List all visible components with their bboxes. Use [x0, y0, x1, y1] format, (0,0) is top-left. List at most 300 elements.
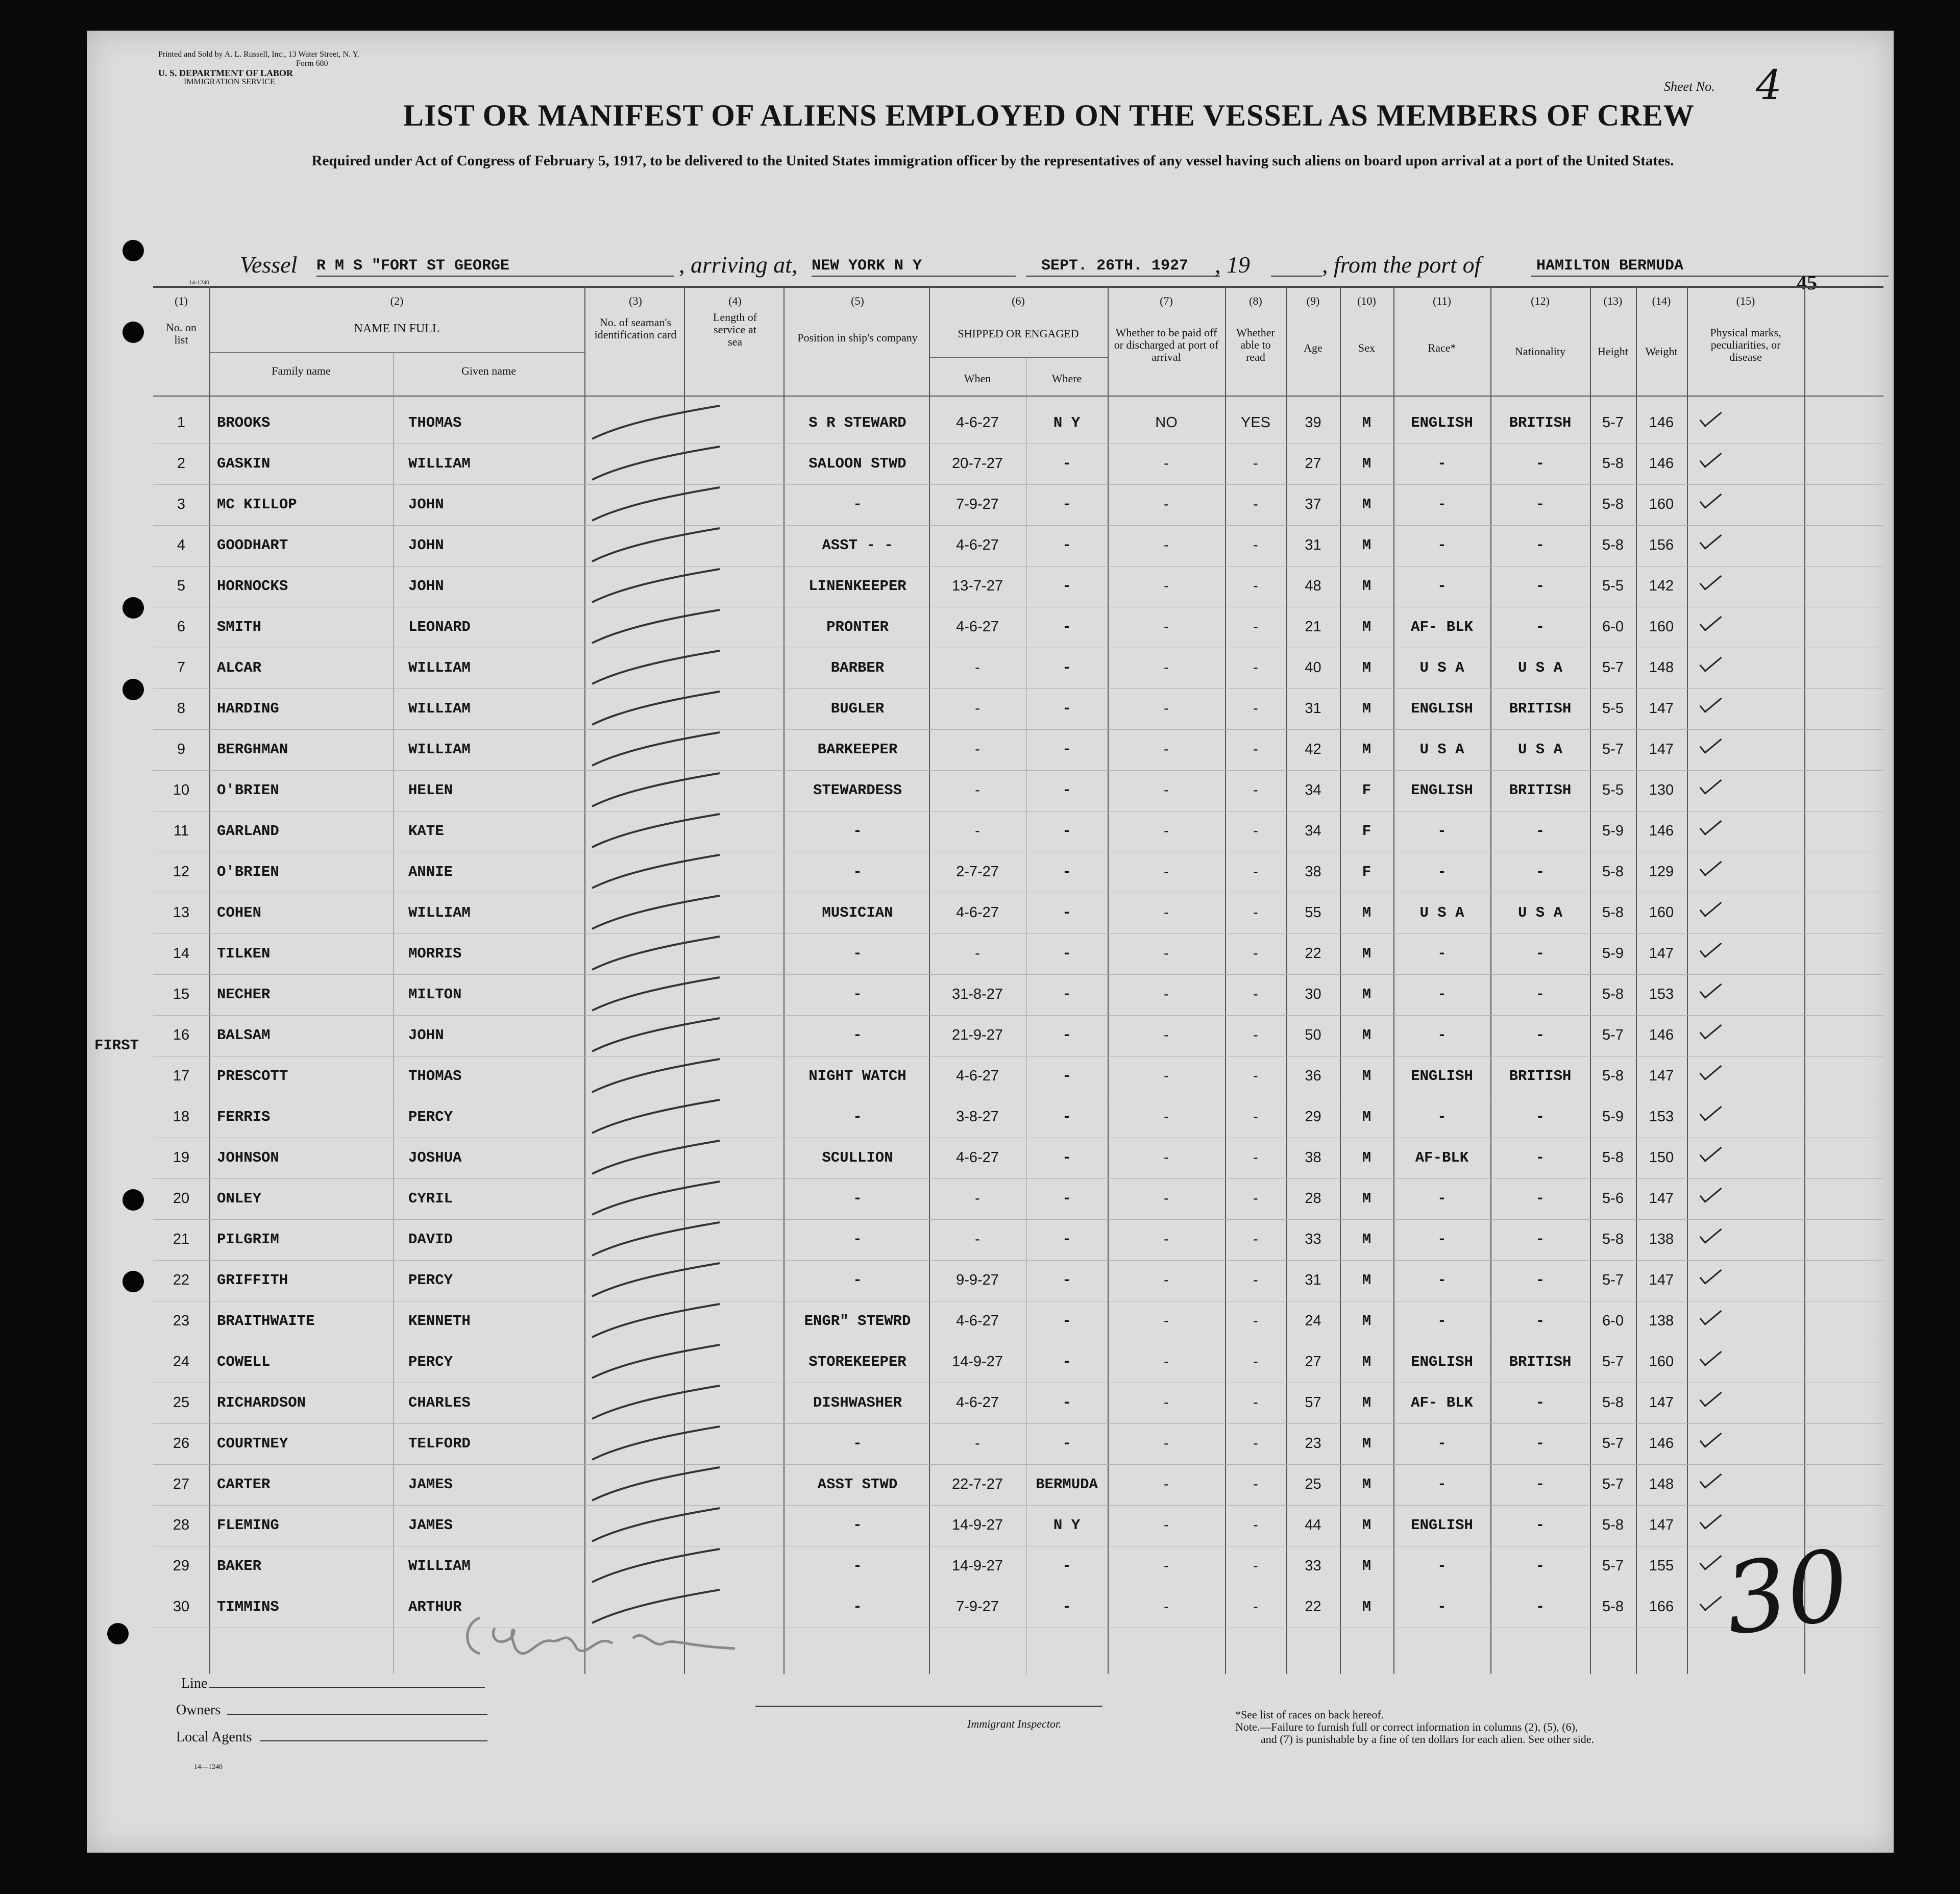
check-mark-icon [1700, 1345, 1722, 1366]
cell-family: CARTER [217, 1476, 271, 1493]
cell-race: - [1437, 1190, 1447, 1207]
cell-no: 14 [173, 945, 190, 962]
col-10-number: (10) [1357, 294, 1376, 307]
cell-height: 6-0 [1602, 619, 1624, 635]
from-port: HAMILTON BERMUDA [1536, 257, 1684, 275]
cell-paid: - [1164, 1149, 1169, 1166]
cell-nationality: - [1535, 823, 1545, 840]
cell-family: GRIFFITH [217, 1272, 288, 1289]
cell-given: ARTHUR [408, 1598, 462, 1615]
cell-age: 38 [1305, 1149, 1321, 1166]
cell-race: - [1437, 1476, 1447, 1493]
col-header-sex: Sex [1358, 341, 1375, 354]
ditto-stroke [587, 567, 740, 607]
cell-family: NECHER [217, 986, 271, 1003]
vessel-name: R M S "FORT ST GEORGE [316, 257, 510, 275]
cell-when: 13-7-27 [952, 578, 1003, 594]
cell-sex: M [1362, 700, 1371, 717]
cell-race: AF- BLK [1411, 619, 1473, 635]
cell-weight: 160 [1649, 496, 1674, 512]
cell-weight: 146 [1649, 1435, 1674, 1452]
cell-family: ALCAR [217, 659, 262, 676]
cell-read: - [1253, 741, 1258, 757]
cell-weight: 150 [1649, 1149, 1674, 1166]
cell-age: 34 [1305, 823, 1321, 839]
cell-given: CYRIL [408, 1190, 453, 1207]
cell-given: TELFORD [408, 1435, 471, 1452]
cell-sex: M [1362, 1068, 1371, 1085]
col-7-number: (7) [1160, 294, 1173, 307]
cell-race: U S A [1419, 741, 1464, 758]
cell-given: WILLIAM [408, 904, 471, 921]
cell-position: - [853, 1109, 862, 1125]
cell-family: O'BRIEN [217, 864, 279, 880]
col-12-number: (12) [1531, 294, 1550, 307]
check-mark-icon [1700, 1141, 1722, 1162]
cell-sex: M [1362, 904, 1371, 921]
cell-sex: M [1362, 945, 1371, 962]
cell-given: THOMAS [408, 414, 462, 431]
cell-sex: M [1362, 1109, 1371, 1125]
cell-family: GARLAND [217, 823, 279, 840]
cell-where: - [1062, 1027, 1071, 1044]
cell-family: BAKER [217, 1558, 262, 1575]
footer-form-code: 14—1240 [194, 1763, 223, 1771]
cell-race: - [1437, 1027, 1447, 1044]
cell-age: 31 [1305, 1272, 1321, 1288]
cell-given: ANNIE [408, 864, 453, 880]
cell-family: GOODHART [217, 537, 288, 554]
cell-family: FLEMING [217, 1517, 279, 1534]
cell-read: - [1253, 823, 1258, 839]
cell-no: 21 [173, 1231, 190, 1247]
cell-no: 27 [173, 1476, 190, 1492]
cell-family: RICHARDSON [217, 1394, 306, 1411]
cell-read: - [1253, 1068, 1258, 1084]
cell-when: 2-7-27 [956, 864, 999, 880]
ditto-stroke [587, 1056, 740, 1097]
table-row [153, 1424, 1883, 1465]
check-mark-icon [1700, 406, 1722, 427]
ditto-stroke [587, 403, 740, 444]
cell-nationality: - [1535, 1476, 1545, 1493]
table-row [153, 607, 1883, 648]
ditto-stroke [587, 975, 740, 1016]
cell-read: - [1253, 782, 1258, 798]
cell-race: - [1437, 1231, 1447, 1248]
cell-where: - [1062, 741, 1071, 758]
cell-no: 4 [177, 537, 186, 553]
department: U. S. DEPARTMENT OF LABOR [158, 68, 293, 78]
cell-given: JOHN [408, 537, 444, 554]
cell-when: - [975, 741, 980, 757]
cell-read: - [1253, 1435, 1258, 1452]
table-row [153, 1261, 1883, 1301]
ditto-stroke [587, 893, 740, 934]
cell-no: 24 [173, 1354, 190, 1370]
col-15-number: (15) [1736, 294, 1755, 307]
cell-read: - [1253, 1558, 1258, 1574]
cell-weight: 166 [1649, 1598, 1674, 1615]
cell-where: - [1062, 537, 1071, 554]
inspector-label: Immigrant Inspector. [967, 1717, 1062, 1730]
cell-position: STOREKEEPER [808, 1354, 906, 1370]
cell-position: S R STEWARD [808, 414, 906, 431]
cell-no: 7 [177, 659, 186, 676]
cell-race: ENGLISH [1411, 1354, 1473, 1370]
cell-where: - [1062, 455, 1071, 472]
cell-height: 5-7 [1602, 1435, 1624, 1452]
col-header-physical-marks: Physical marks, peculiarities, or disease [1710, 326, 1781, 363]
cell-no: 13 [173, 904, 190, 921]
cell-paid: - [1164, 1598, 1169, 1615]
cell-given: KATE [408, 823, 444, 840]
table-row [153, 811, 1883, 852]
cell-sex: M [1362, 578, 1371, 595]
cell-family: BROOKS [217, 414, 271, 431]
cell-height: 5-8 [1602, 1517, 1624, 1533]
table-row [153, 1301, 1883, 1342]
cell-paid: - [1164, 1435, 1169, 1452]
cell-age: 40 [1305, 659, 1321, 676]
ditto-stroke [587, 444, 740, 485]
cell-height: 5-8 [1602, 537, 1624, 553]
col-header-age: Age [1304, 341, 1322, 354]
check-mark-icon [1700, 1468, 1722, 1489]
cell-position: BARBER [830, 659, 885, 676]
cell-no: 28 [173, 1517, 190, 1533]
cell-height: 5-5 [1602, 700, 1624, 717]
cell-position: NIGHT WATCH [808, 1068, 906, 1085]
cell-paid: - [1164, 1272, 1169, 1288]
cell-nationality: - [1535, 1149, 1545, 1166]
col-header-nationality: Nationality [1515, 345, 1565, 358]
table-row [153, 893, 1883, 934]
page-title: LIST OR MANIFEST OF ALIENS EMPLOYED ON THE VESSEL AS MEMBERS OF CREW [403, 99, 1695, 132]
printer-line: Printed and Sold by A. L. Russell, Inc., 13 Water Street, N. Y. [158, 50, 359, 59]
cell-where: - [1062, 1109, 1071, 1125]
cell-position: - [853, 1558, 862, 1575]
cell-weight: 147 [1649, 1272, 1674, 1288]
cell-position: - [853, 1517, 862, 1534]
cell-weight: 147 [1649, 1190, 1674, 1207]
cell-race: - [1437, 1558, 1447, 1575]
cell-read: - [1253, 986, 1258, 1002]
cell-family: COHEN [217, 904, 262, 921]
ditto-stroke [587, 689, 740, 730]
check-mark-icon [1700, 1590, 1722, 1611]
cell-height: 5-7 [1602, 1027, 1624, 1043]
arriving-port: NEW YORK N Y [812, 257, 922, 275]
cell-given: MILTON [408, 986, 462, 1003]
cell-age: 42 [1305, 741, 1321, 757]
cell-age: 48 [1305, 578, 1321, 594]
ditto-stroke [587, 852, 740, 893]
ditto-stroke [587, 648, 740, 689]
check-mark-icon [1700, 1019, 1722, 1040]
cell-race: U S A [1419, 904, 1464, 921]
cell-nationality: - [1535, 455, 1545, 472]
cell-sex: M [1362, 1149, 1371, 1166]
cell-given: KENNETH [408, 1313, 471, 1330]
cell-when: 22-7-27 [952, 1476, 1003, 1492]
cell-when: 3-8-27 [956, 1109, 999, 1125]
cell-position: PRONTER [826, 619, 889, 635]
cell-no: 3 [177, 496, 186, 512]
cell-given: WILLIAM [408, 741, 471, 758]
cell-no: 29 [173, 1558, 190, 1574]
table-row [153, 648, 1883, 689]
cell-position: ENGR" STEWRD [804, 1313, 911, 1330]
cell-position: MUSICIAN [822, 904, 893, 921]
cell-no: 18 [173, 1109, 190, 1125]
footer-owners-label: Owners [176, 1702, 221, 1718]
cell-no: 23 [173, 1313, 190, 1329]
cell-nationality: - [1535, 1109, 1545, 1125]
cell-when: - [975, 782, 980, 798]
table-row [153, 1587, 1883, 1628]
cell-height: 5-8 [1602, 904, 1624, 921]
cell-no: 2 [177, 455, 186, 472]
col-header-paid-off: Whether to be paid off or discharged at port of arrival [1114, 326, 1219, 363]
cell-paid: - [1164, 1027, 1169, 1043]
ditto-stroke [587, 1261, 740, 1301]
cell-position: - [853, 1598, 862, 1615]
cell-nationality: - [1535, 1190, 1545, 1207]
cell-weight: 160 [1649, 619, 1674, 635]
cell-sex: M [1362, 1354, 1371, 1370]
table-row [153, 730, 1883, 771]
table-row [153, 1465, 1883, 1506]
col-8-number: (8) [1249, 294, 1262, 307]
cell-paid: - [1164, 1394, 1169, 1411]
col-14-number: (14) [1652, 294, 1671, 307]
cell-position: - [853, 1190, 862, 1207]
ditto-stroke [587, 811, 740, 852]
check-mark-icon [1700, 978, 1722, 999]
cell-race: AF-BLK [1415, 1149, 1469, 1166]
col-header-height: Height [1598, 345, 1628, 358]
check-mark-icon [1700, 447, 1722, 468]
cell-sex: M [1362, 1598, 1371, 1615]
cell-age: 39 [1305, 414, 1321, 431]
cell-height: 5-7 [1602, 414, 1624, 431]
cell-position: - [853, 986, 862, 1003]
cell-height: 5-8 [1602, 1394, 1624, 1411]
cell-position: BARKEEPER [817, 741, 898, 758]
check-mark-icon [1700, 570, 1722, 591]
cell-paid: - [1164, 496, 1169, 512]
cell-weight: 142 [1649, 578, 1674, 594]
table-row [153, 1342, 1883, 1383]
col-header-position: Position in ship's company [797, 331, 918, 344]
cell-family: HARDING [217, 700, 279, 717]
cell-when: 14-9-27 [952, 1558, 1003, 1574]
page-subtitle: Required under Act of Congress of February 5, 1917, to be delivered to the United States immigration officer by the representatives of any vessel having such aliens on board upon arrival at a port of the United States. [311, 153, 1674, 169]
cell-where: - [1062, 1313, 1071, 1330]
cell-sex: M [1362, 455, 1371, 472]
cell-age: 50 [1305, 1027, 1321, 1043]
cell-sex: M [1362, 1476, 1371, 1493]
cell-given: HELEN [408, 782, 453, 799]
cell-race: - [1437, 455, 1447, 472]
cell-paid: - [1164, 537, 1169, 553]
cell-race: ENGLISH [1411, 1517, 1473, 1534]
cell-where: - [1062, 1068, 1071, 1085]
cell-where: - [1062, 700, 1071, 717]
cell-sex: M [1362, 986, 1371, 1003]
cell-when: 4-6-27 [956, 1313, 999, 1329]
cell-family: TIMMINS [217, 1598, 279, 1615]
ditto-stroke [587, 1465, 740, 1506]
table-row [153, 403, 1883, 444]
cell-nationality: - [1535, 1027, 1545, 1044]
cell-given: JAMES [408, 1476, 453, 1493]
cell-read: - [1253, 1149, 1258, 1166]
cell-height: 5-9 [1602, 1109, 1624, 1125]
cell-nationality: BRITISH [1509, 1354, 1572, 1370]
cell-read: - [1253, 496, 1258, 512]
cell-when: - [975, 1190, 980, 1207]
cell-no: 11 [173, 823, 189, 839]
col-header-no-on-list: No. on list [166, 321, 197, 346]
cell-race: ENGLISH [1411, 414, 1473, 431]
cell-height: 5-7 [1602, 1272, 1624, 1288]
cell-age: 27 [1305, 455, 1321, 472]
col-header-race: Race* [1428, 341, 1456, 354]
cell-sex: M [1362, 1313, 1371, 1330]
cell-weight: 155 [1649, 1558, 1674, 1574]
cell-paid: - [1164, 1517, 1169, 1533]
cell-height: 5-8 [1602, 1598, 1624, 1615]
check-mark-icon [1700, 1100, 1722, 1121]
cell-height: 5-8 [1602, 455, 1624, 472]
cell-family: O'BRIEN [217, 782, 279, 799]
table-row [153, 526, 1883, 567]
check-mark-icon [1700, 733, 1722, 754]
cell-where: - [1062, 945, 1071, 962]
col-header-able-to-read: Whether able to read [1236, 326, 1275, 363]
cell-when: - [975, 1231, 980, 1247]
cell-age: 33 [1305, 1231, 1321, 1247]
cell-paid: - [1164, 700, 1169, 717]
table-row [153, 1179, 1883, 1220]
cell-when: 4-6-27 [956, 537, 999, 553]
cell-height: 5-9 [1602, 945, 1624, 962]
cell-family: TILKEN [217, 945, 271, 962]
ditto-stroke [587, 1546, 740, 1587]
cell-nationality: - [1535, 1598, 1545, 1615]
cell-weight: 138 [1649, 1231, 1674, 1247]
punch-hole [122, 679, 144, 700]
cell-nationality: - [1535, 864, 1545, 880]
cell-given: THOMAS [408, 1068, 462, 1085]
cell-read: YES [1240, 414, 1271, 431]
cell-read: - [1253, 455, 1258, 472]
cell-when: 21-9-27 [952, 1027, 1003, 1043]
cell-sex: M [1362, 1517, 1371, 1534]
col-header-when: When [964, 372, 991, 385]
footer-note-1: *See list of races on back hereof. [1235, 1708, 1384, 1721]
table-row [153, 934, 1883, 975]
cell-height: 5-8 [1602, 1149, 1624, 1166]
cell-read: - [1253, 1190, 1258, 1207]
inspector-signature [459, 1608, 745, 1669]
sheet-label: Sheet No. [1664, 79, 1715, 94]
cell-where: - [1062, 782, 1071, 799]
side-note: FIRST [94, 1037, 139, 1054]
cell-age: 44 [1305, 1517, 1321, 1533]
cell-weight: 147 [1649, 700, 1674, 717]
punch-hole [122, 1189, 144, 1211]
form-number: Form 680 [296, 59, 328, 68]
cell-race: U S A [1419, 659, 1464, 676]
cell-read: - [1253, 619, 1258, 635]
check-mark-icon [1700, 1427, 1722, 1448]
form-code: 14-1240 [189, 279, 209, 286]
cell-no: 30 [173, 1598, 190, 1615]
cell-sex: M [1362, 414, 1371, 431]
cell-sex: F [1362, 864, 1371, 880]
cell-position: SALOON STWD [808, 455, 906, 472]
punch-hole [122, 240, 144, 261]
table-row [153, 1097, 1883, 1138]
cell-position: STEWARDESS [813, 782, 902, 799]
cell-where: - [1062, 619, 1071, 635]
check-mark-icon [1700, 1223, 1722, 1244]
cell-position: - [853, 823, 862, 840]
cell-no: 26 [173, 1435, 190, 1452]
cell-family: BRAITHWAITE [217, 1313, 315, 1330]
cell-weight: 147 [1649, 945, 1674, 962]
cell-given: PERCY [408, 1354, 453, 1370]
cell-position: - [853, 1272, 862, 1289]
cell-when: 7-9-27 [956, 1598, 999, 1615]
cell-sex: M [1362, 659, 1371, 676]
cell-paid: - [1164, 1558, 1169, 1574]
cell-given: DAVID [408, 1231, 453, 1248]
cell-weight: 160 [1649, 904, 1674, 921]
cell-age: 37 [1305, 496, 1321, 512]
cell-read: - [1253, 1517, 1258, 1533]
ditto-stroke [587, 1383, 740, 1424]
cell-race: - [1437, 864, 1447, 880]
page-number: 45 [1797, 271, 1817, 294]
cell-family: GASKIN [217, 455, 271, 472]
cell-read: - [1253, 945, 1258, 962]
cell-family: FERRIS [217, 1109, 271, 1125]
col-11-number: (11) [1433, 294, 1451, 307]
cell-read: - [1253, 1027, 1258, 1043]
cell-race: - [1437, 945, 1447, 962]
cell-paid: NO [1155, 414, 1178, 431]
cell-no: 20 [173, 1190, 190, 1207]
cell-age: 33 [1305, 1558, 1321, 1574]
check-mark-icon [1700, 774, 1722, 795]
table-row [153, 852, 1883, 893]
cell-nationality: - [1535, 496, 1545, 513]
cell-paid: - [1164, 1354, 1169, 1370]
cell-age: 23 [1305, 1435, 1321, 1452]
ditto-stroke [587, 934, 740, 975]
cell-weight: 146 [1649, 455, 1674, 472]
cell-age: 36 [1305, 1068, 1321, 1084]
cell-family: HORNOCKS [217, 578, 288, 595]
cell-no: 22 [173, 1272, 190, 1288]
sheet-number: 4 [1756, 61, 1782, 109]
cell-nationality: BRITISH [1509, 700, 1572, 717]
cell-sex: F [1362, 782, 1371, 799]
